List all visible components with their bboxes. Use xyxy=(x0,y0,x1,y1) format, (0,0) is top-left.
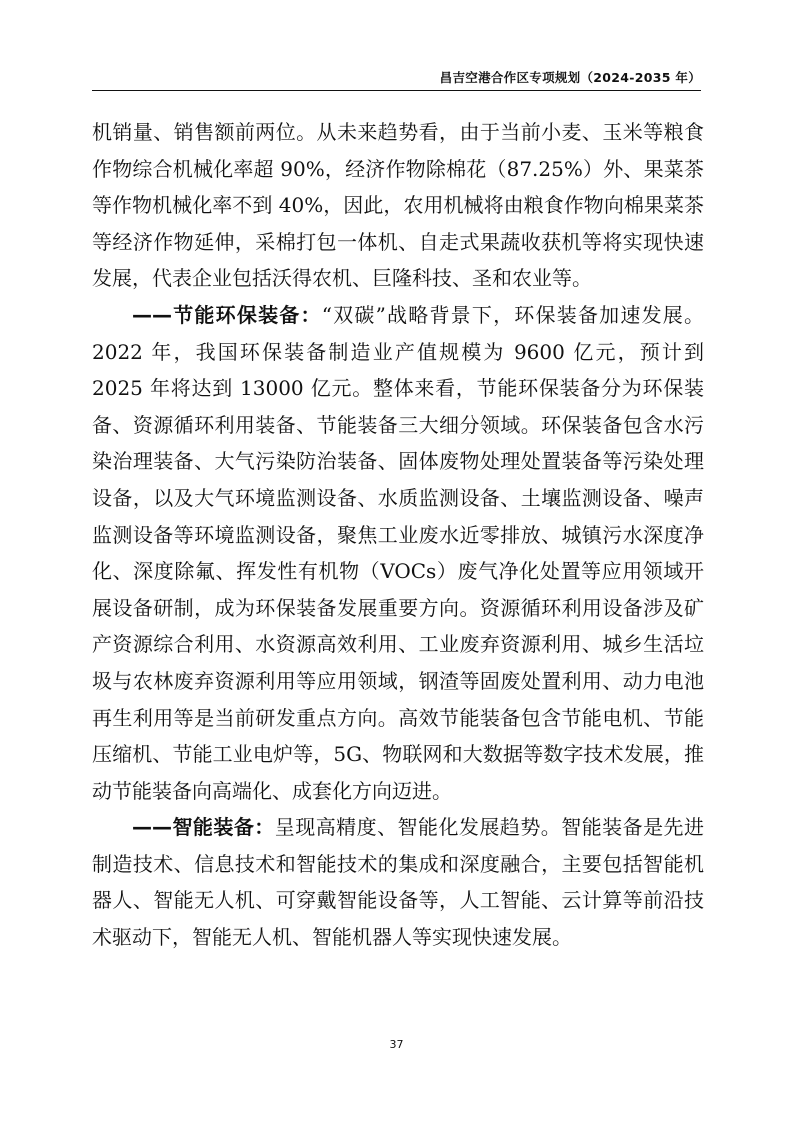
paragraph-lead-heading: ——节能环保装备： xyxy=(132,302,322,327)
paragraph-lead-heading: ——智能装备： xyxy=(132,815,275,840)
paragraph-text: 机销量、销售额前两位。从未来趋势看，由于当前小麦、玉米等粮食作物综合机械化率超 90%，经济作物除棉花（87.25%）外、果菜茶等作物机械化率不到 40%，因此，农用机械将由粮食作物向棉果菜茶等经济作物延伸，采棉打包一体机、自走式果蔬收获机等将实现快速发展，代表企业包括沃得农机、巨隆科技、圣和农业等。 xyxy=(92,120,704,291)
running-header: 昌吉空港合作区专项规划（2024-2035 年） xyxy=(439,70,701,85)
paragraph-text: “双碳”战略背景下，环保装备加速发展。2022 年，我国环保装备制造业产值规模为 9600 亿元，预计到 2025 年将达到 13000 亿元。整体来看，节能环保装备分为环保装备、资源循环利用装备、节能装备三大细分领域。环保装备包含水污染治理装备、大气污染防治装备、固体废物处理处置装备等污染处理设备，以及大气环境监测设备、水质监测设备、土壤监测设备、噪声监测设备等环境监测设备，聚焦工业废水近零排放、城镇污水深度净化、深度除氟、挥发性有机物（VOCs）废气净化处置等应用领域开展设备研制，成为环保装备发展重要方向。资源循环利用设备涉及矿产资源综合利用、水资源高效利用、工业废弃资源利用、城乡生活垃圾与农林废弃资源利用等应用领域，钢渣等固废处置利用、动力电池再生利用等是当前研发重点方向。高效节能装备包含节能电机、节能压缩机、节能工业电炉等，5G、物联网和大数据等数字技术发展，推动节能装备向高端化、成套化方向迈进。 xyxy=(92,302,705,803)
document-body xyxy=(92,114,704,956)
header-divider xyxy=(92,90,701,91)
paragraph-energy-saving-equipment xyxy=(92,297,704,809)
paragraph-text: 呈现高精度、智能化发展趋势。智能装备是先进制造技术、信息技术和智能技术的集成和深度融合，主要包括智能机器人、智能无人机、可穿戴智能设备等，人工智能、云计算等前沿技术驱动下，智能无人机、智能机器人等实现快速发展。 xyxy=(92,815,705,950)
paragraph-intelligent-equipment xyxy=(92,809,704,955)
page-number: 37 xyxy=(389,1038,404,1051)
paragraph-agricultural-machinery xyxy=(92,114,704,297)
